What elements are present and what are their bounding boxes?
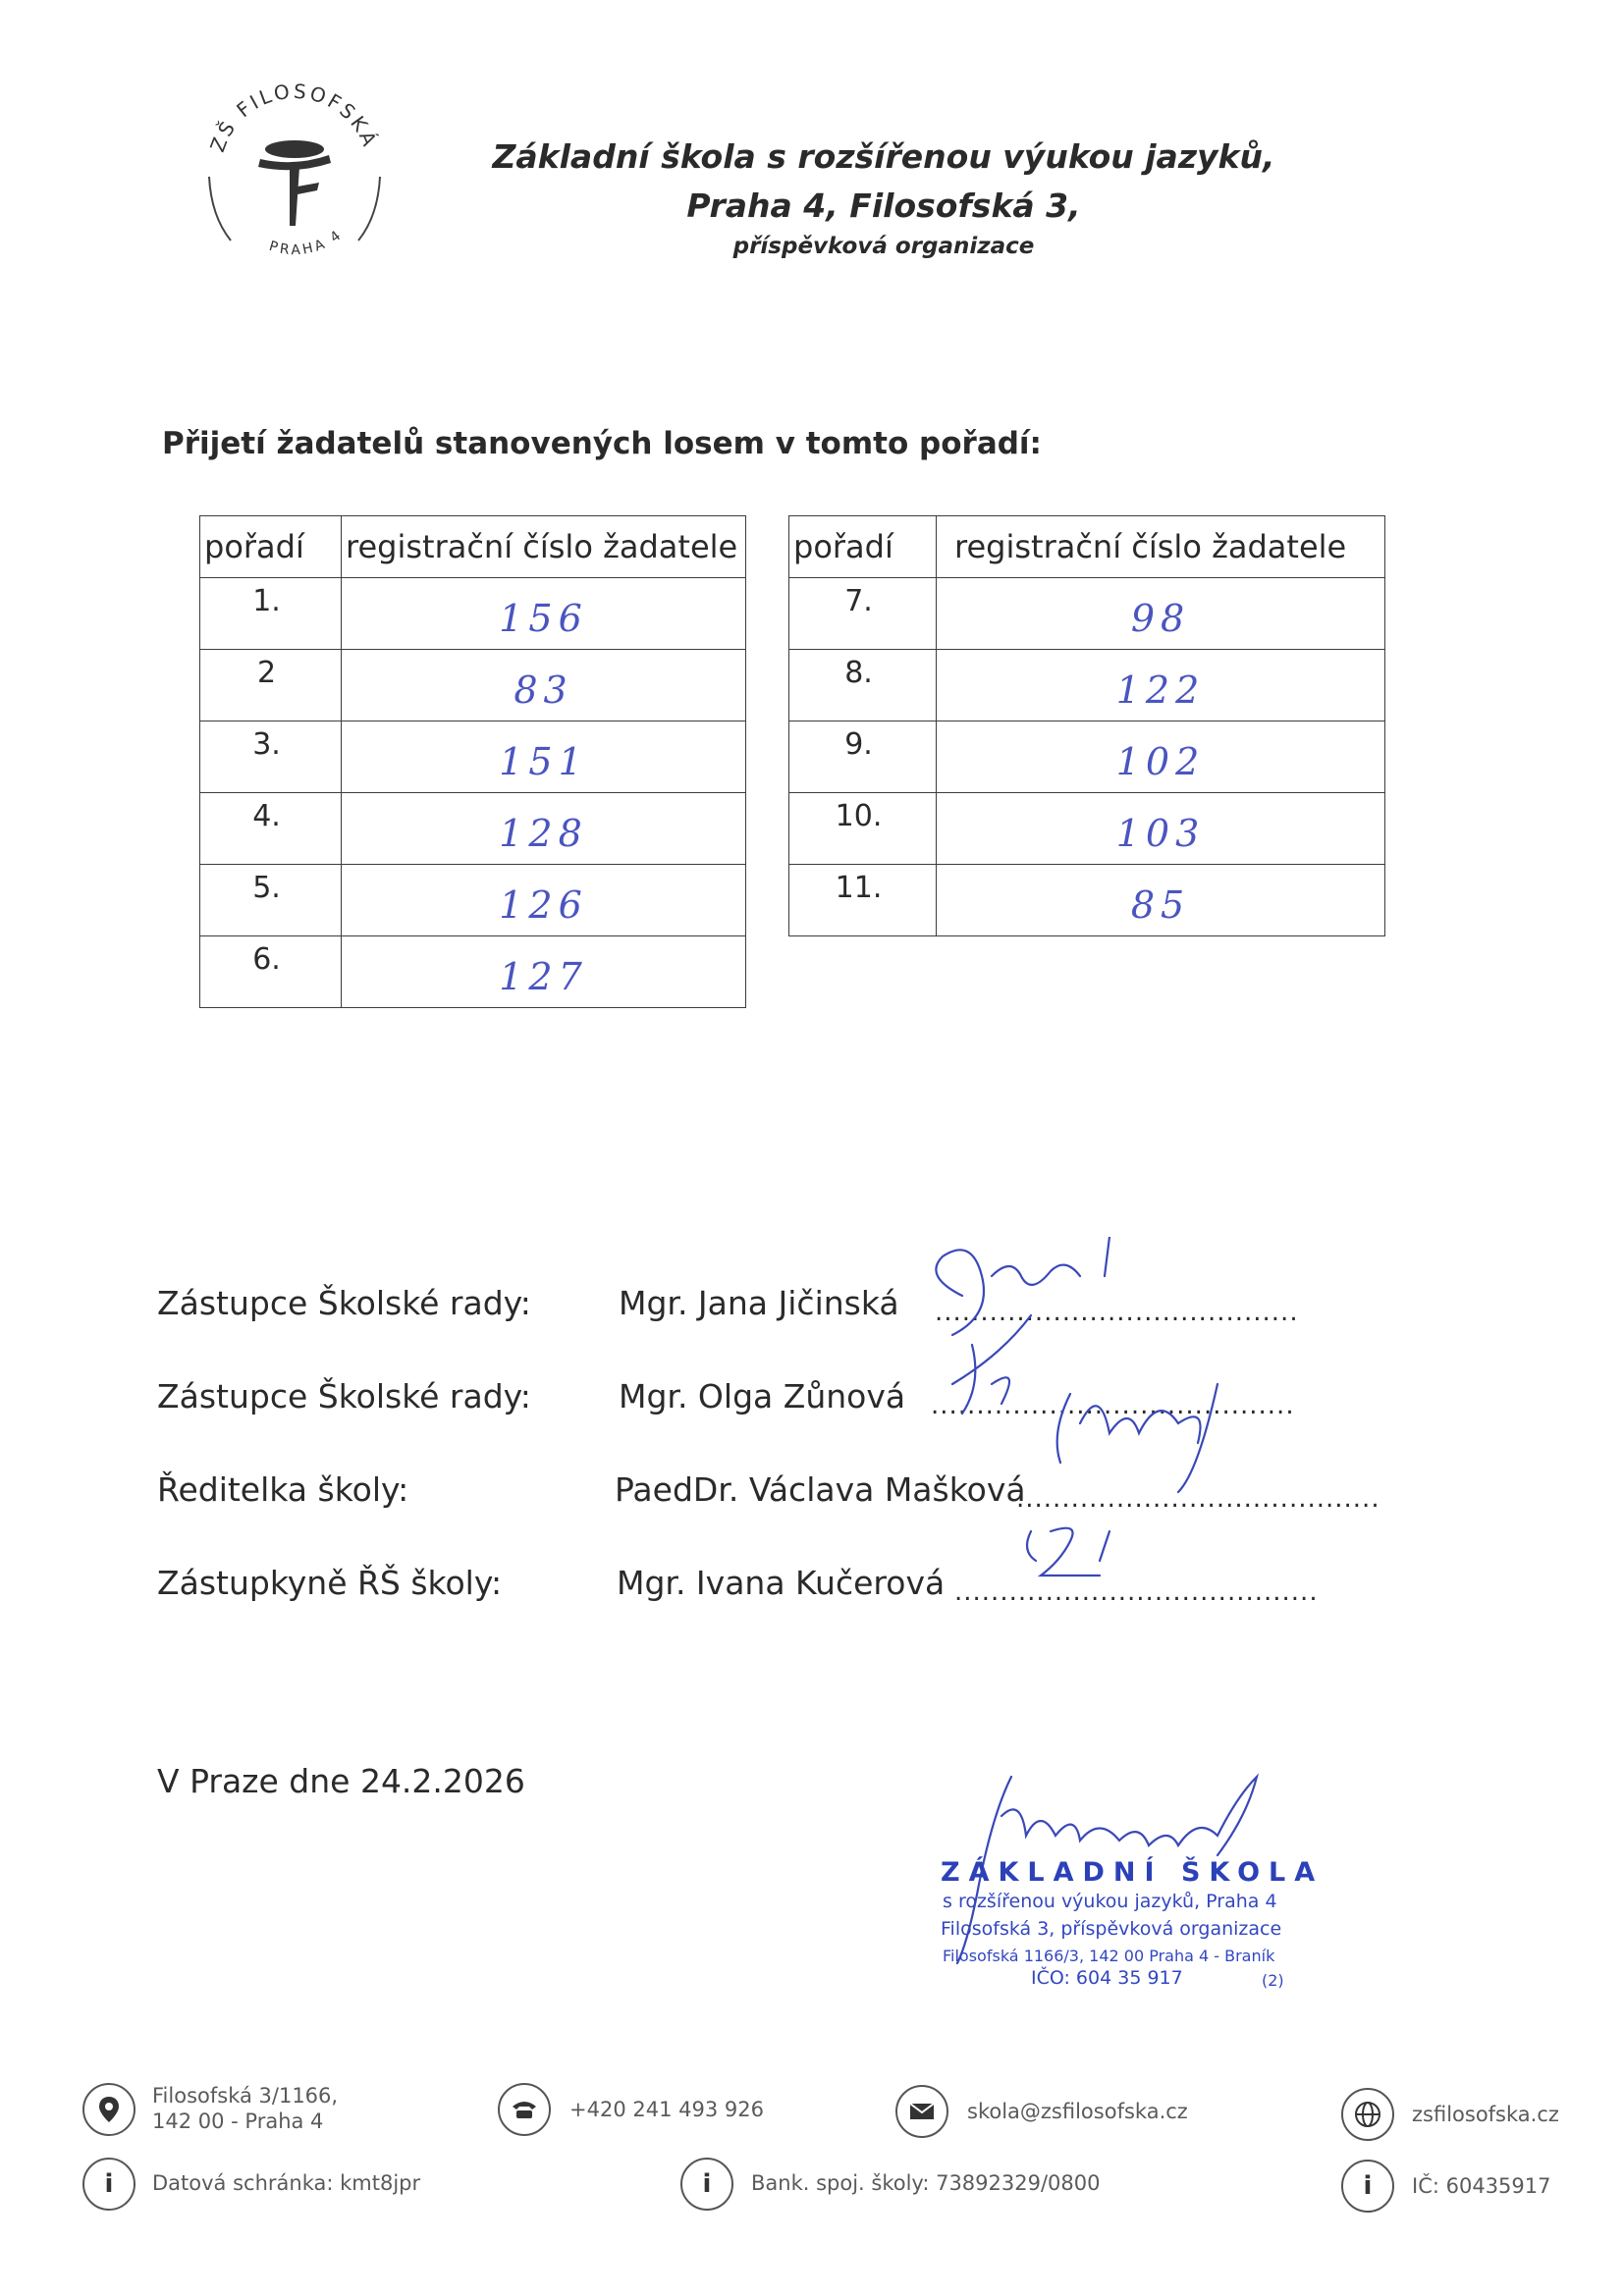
table-row bbox=[200, 721, 746, 793]
footer-address bbox=[152, 2083, 338, 2134]
signature-name: Mgr. Olga Zůnová bbox=[619, 1377, 906, 1415]
order-cell: 11. bbox=[789, 865, 937, 936]
stamp-line: Filosofská 3, příspěvková organizace bbox=[941, 1918, 1282, 1940]
stamp-number: (2) bbox=[1262, 1971, 1284, 1990]
registration-cell: 156 bbox=[342, 578, 746, 650]
registration-cell: 102 bbox=[937, 721, 1385, 793]
order-cell: 8. bbox=[789, 650, 937, 721]
signature-role: Zástupce Školské rady: bbox=[157, 1377, 531, 1415]
order-cell: 3. bbox=[200, 721, 342, 793]
mail-icon bbox=[895, 2085, 948, 2138]
registration-cell: 128 bbox=[342, 793, 746, 865]
signature-role: Ředitelka školy: bbox=[157, 1470, 409, 1509]
stamp-ico: IČO: 604 35 917 bbox=[1031, 1967, 1183, 1989]
signature-name: Mgr. Jana Jičinská bbox=[619, 1284, 899, 1322]
location-icon bbox=[82, 2083, 135, 2136]
signature-line: ........................................ bbox=[935, 1298, 1299, 1327]
table-row bbox=[789, 578, 1385, 650]
registration-cell: 103 bbox=[937, 793, 1385, 865]
header-order: pořadí bbox=[200, 516, 342, 578]
registration-cell: 126 bbox=[342, 865, 746, 936]
school-name-line3: příspěvková organizace bbox=[732, 234, 1035, 259]
order-cell: 4. bbox=[200, 793, 342, 865]
order-cell: 6. bbox=[200, 936, 342, 1008]
registration-cell: 122 bbox=[937, 650, 1385, 721]
table-row bbox=[200, 936, 746, 1008]
school-name-line2: Praha 4, Filosofská 3, bbox=[686, 187, 1081, 225]
order-cell: 10. bbox=[789, 793, 937, 865]
footer-email[interactable]: skola@zsfilosofska.cz bbox=[967, 2100, 1188, 2123]
logo-bottom-text: PRAHA 4 bbox=[267, 226, 347, 259]
info-icon: i bbox=[82, 2158, 135, 2211]
signature-name: Mgr. Ivana Kučerová bbox=[617, 1564, 946, 1602]
address-line2: 142 00 - Praha 4 bbox=[152, 2109, 324, 2133]
phone-icon bbox=[498, 2083, 551, 2136]
order-cell: 5. bbox=[200, 865, 342, 936]
table-row bbox=[200, 865, 746, 936]
address-line1: Filosofská 3/1166, bbox=[152, 2084, 339, 2108]
school-name-line1: Základní škola s rozšířenou výukou jazyků, bbox=[492, 137, 1275, 176]
header-order: pořadí bbox=[789, 516, 937, 578]
table-row bbox=[789, 793, 1385, 865]
globe-icon bbox=[1341, 2088, 1394, 2141]
info-icon: i bbox=[1341, 2160, 1394, 2213]
table-header-row bbox=[789, 516, 1385, 578]
registration-cell: 85 bbox=[937, 865, 1385, 936]
order-cell: 1. bbox=[200, 578, 342, 650]
info-icon: i bbox=[680, 2158, 733, 2211]
signature-role: Zástupce Školské rady: bbox=[157, 1284, 531, 1322]
table-row bbox=[200, 793, 746, 865]
registration-cell: 151 bbox=[342, 721, 746, 793]
table-header-row bbox=[200, 516, 746, 578]
order-table-left bbox=[199, 515, 746, 1008]
order-table-right bbox=[788, 515, 1385, 936]
signature-line: ........................................ bbox=[1016, 1484, 1380, 1514]
logo-top-text: ZŠ FILOSOFSKÁ bbox=[205, 79, 383, 155]
signature-line: ........................................ bbox=[954, 1577, 1319, 1607]
table-row bbox=[789, 650, 1385, 721]
registration-cell: 127 bbox=[342, 936, 746, 1008]
signature-role: Zástupkyně ŘŠ školy: bbox=[157, 1564, 503, 1602]
footer-ic: IČ: 60435917 bbox=[1412, 2174, 1551, 2198]
table-row bbox=[789, 865, 1385, 936]
order-cell: 9. bbox=[789, 721, 937, 793]
school-logo bbox=[191, 69, 398, 275]
registration-cell: 98 bbox=[937, 578, 1385, 650]
table-row bbox=[200, 650, 746, 721]
stamp-line: s rozšířenou výukou jazyků, Praha 4 bbox=[943, 1891, 1277, 1912]
stamp-title: ZÁKLADNÍ ŠKOLA bbox=[941, 1857, 1325, 1888]
date-line: V Praze dne 24.2.2026 bbox=[157, 1762, 525, 1800]
signature-name: PaedDr. Václava Mašková bbox=[615, 1470, 1026, 1509]
page-heading: Přijetí žadatelů stanovených losem v tomto pořadí: bbox=[162, 426, 1042, 461]
footer-databox: Datová schránka: kmt8jpr bbox=[152, 2171, 421, 2195]
table-row bbox=[789, 721, 1385, 793]
signature-line: ........................................ bbox=[931, 1391, 1295, 1420]
table-row bbox=[200, 578, 746, 650]
order-cell: 2 bbox=[200, 650, 342, 721]
handwritten-signatures bbox=[884, 1237, 1335, 1649]
footer-bank: Bank. spoj. školy: 73892329/0800 bbox=[751, 2171, 1101, 2195]
footer-phone[interactable]: +420 241 493 926 bbox=[569, 2098, 764, 2121]
footer-web[interactable]: zsfilosofska.cz bbox=[1412, 2103, 1559, 2126]
stamp-line: Filosofská 1166/3, 142 00 Praha 4 - Braník bbox=[943, 1947, 1275, 1965]
registration-cell: 83 bbox=[342, 650, 746, 721]
school-logo-icon bbox=[209, 140, 380, 240]
header-registration: registrační číslo žadatele bbox=[342, 516, 746, 578]
order-cell: 7. bbox=[789, 578, 937, 650]
header-registration: registrační číslo žadatele bbox=[937, 516, 1385, 578]
